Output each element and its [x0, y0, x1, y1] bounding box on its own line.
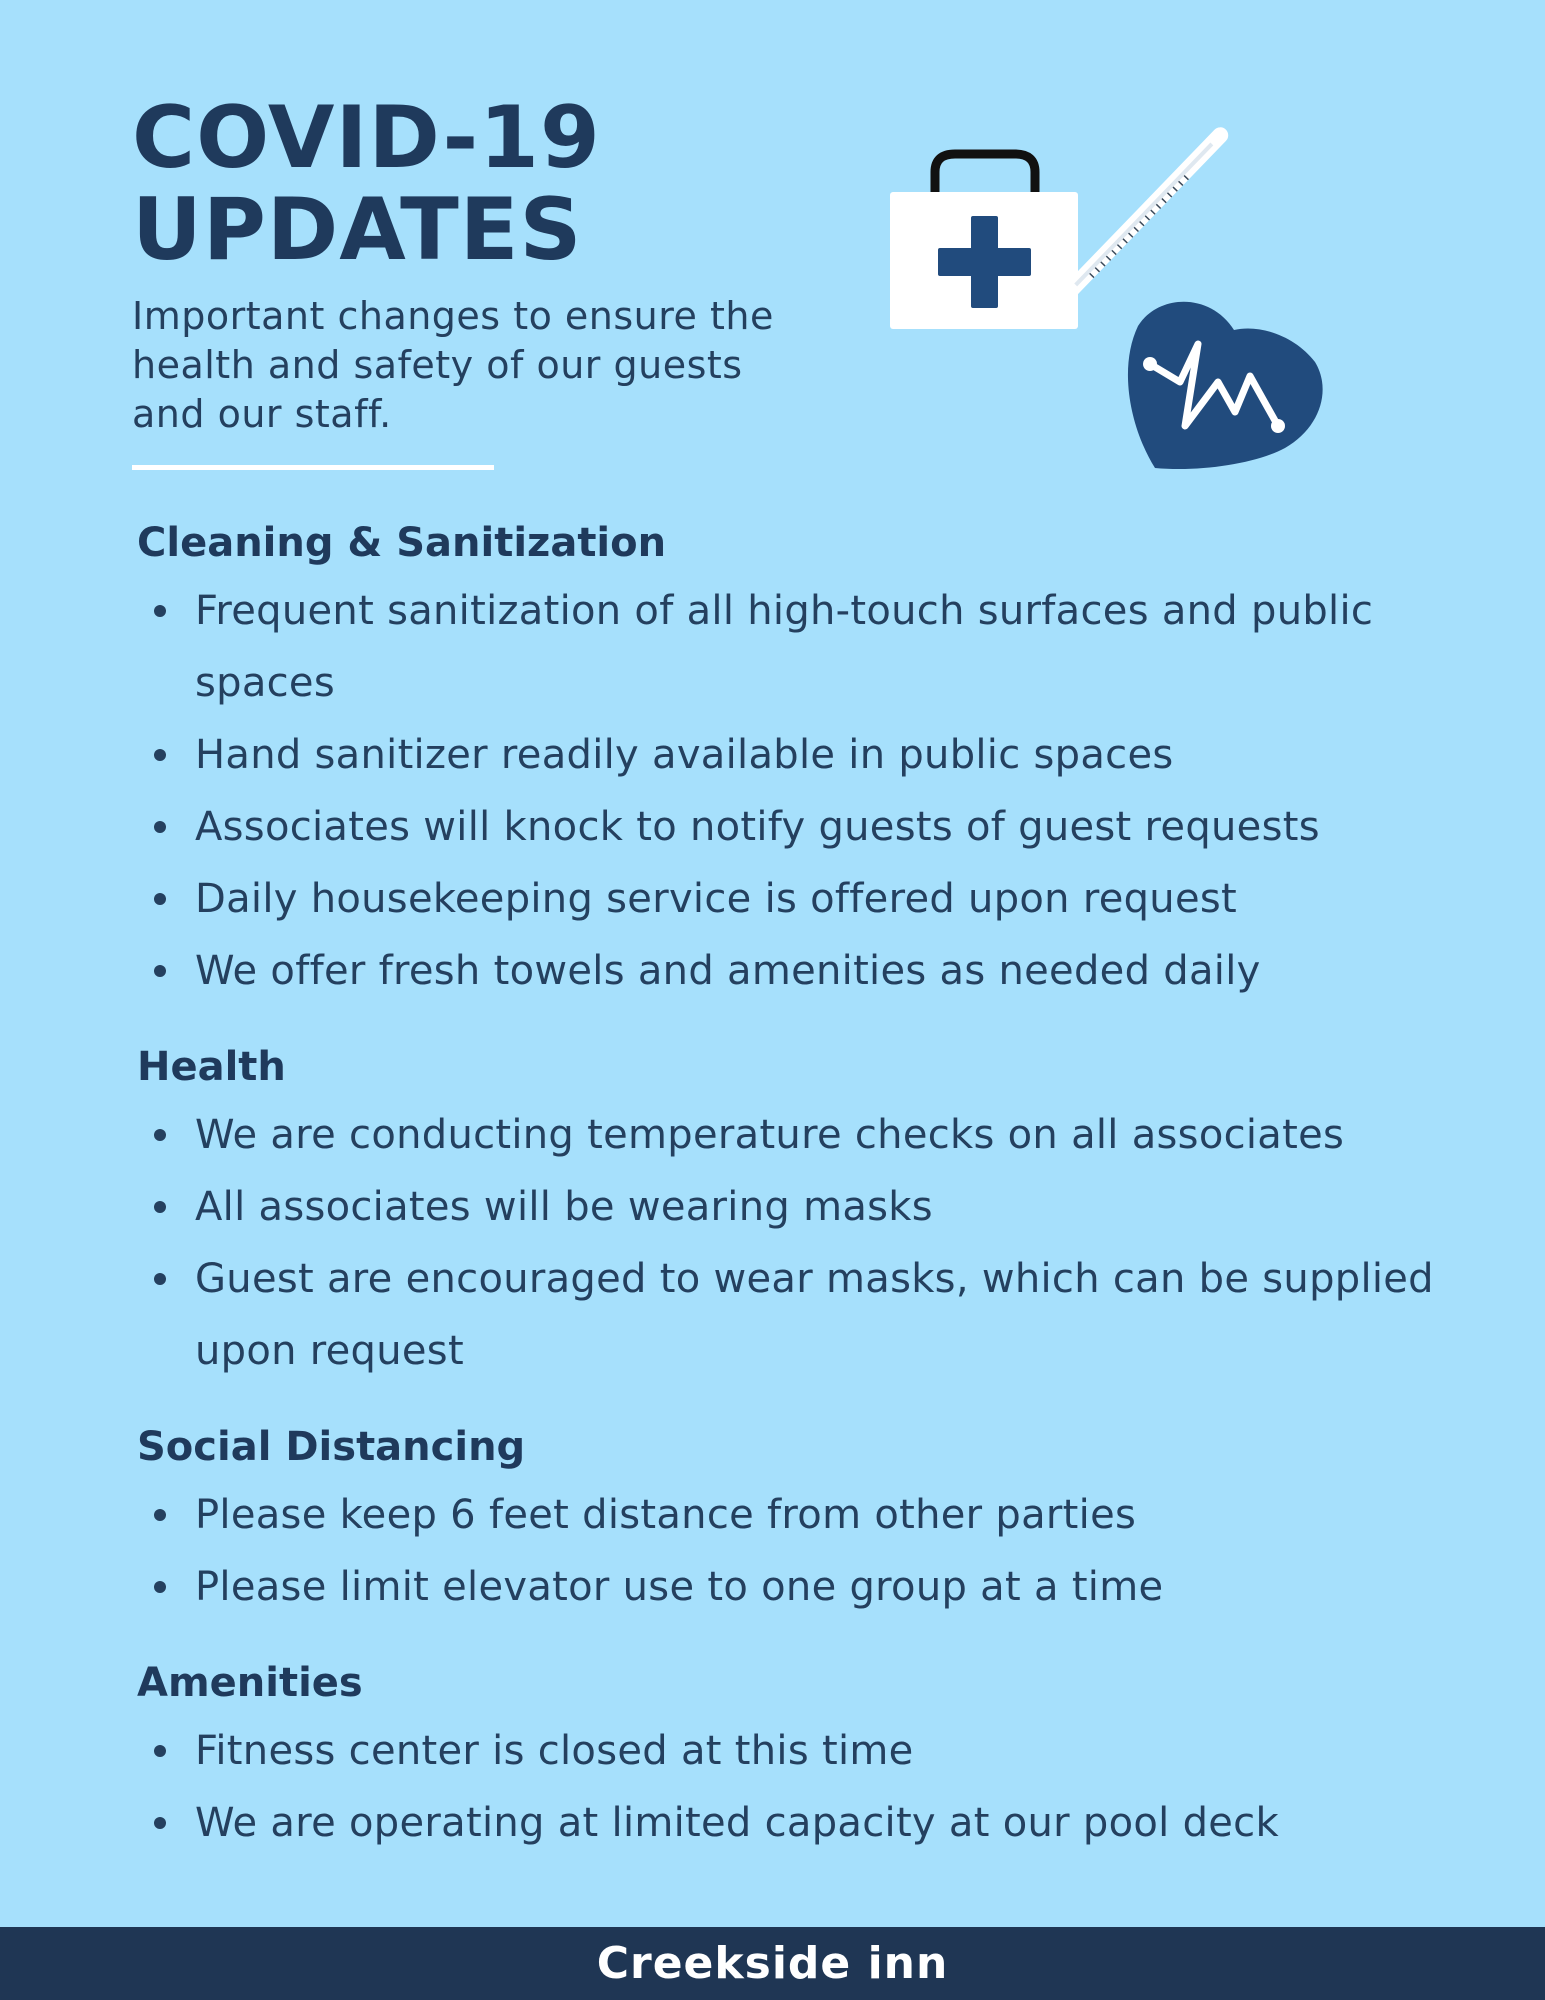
list-item-text: All associates will be wearing masks	[195, 1184, 933, 1230]
list-item	[137, 935, 1467, 1007]
bullet-list	[137, 1099, 1467, 1387]
bullet-list	[137, 575, 1467, 1007]
section-social-distancing	[137, 1419, 1467, 1623]
bullet-icon	[154, 821, 166, 833]
list-item-text: Please keep 6 feet distance from other parties	[195, 1492, 1137, 1538]
section-cleaning-sanitization	[137, 515, 1467, 1007]
list-item-text: Frequent sanitization of all high-touch surfaces and public spaces	[195, 588, 1374, 706]
health-illustration	[880, 108, 1440, 478]
list-item	[137, 1551, 1467, 1623]
heart-pulse-icon	[1128, 302, 1323, 469]
list-item	[137, 1479, 1467, 1551]
list-item-text: We offer fresh towels and amenities as needed daily	[195, 948, 1261, 994]
list-item	[137, 1787, 1467, 1859]
section-amenities	[137, 1655, 1467, 1859]
list-item-text: Daily housekeeping service is offered upon request	[195, 876, 1237, 922]
bullet-icon	[154, 605, 166, 617]
bullet-icon	[154, 1745, 166, 1757]
list-item	[137, 1099, 1467, 1171]
list-item-text: Fitness center is closed at this time	[195, 1728, 914, 1774]
subtitle: Important changes to ensure the health and safety of our guests and our staff.	[132, 294, 774, 436]
list-item	[137, 863, 1467, 935]
section-heading: Cleaning & Sanitization	[137, 520, 667, 566]
list-item	[137, 575, 1467, 719]
list-item-text: Associates will knock to notify guests of guest requests	[195, 804, 1320, 850]
section-health	[137, 1039, 1467, 1387]
bullet-icon	[154, 893, 166, 905]
list-item-text: We are operating at limited capacity at our pool deck	[195, 1800, 1279, 1846]
divider	[132, 465, 494, 470]
list-item	[137, 791, 1467, 863]
section-heading: Health	[137, 1044, 286, 1090]
list-item	[137, 719, 1467, 791]
title-line-1: COVID-19	[132, 88, 601, 188]
list-item	[137, 1715, 1467, 1787]
section-heading: Amenities	[137, 1660, 363, 1706]
bullet-icon	[154, 1509, 166, 1521]
list-item-text: Please limit elevator use to one group at a time	[195, 1564, 1164, 1610]
list-item	[137, 1243, 1467, 1387]
bullet-icon	[154, 1581, 166, 1593]
content	[137, 515, 1467, 1859]
list-item	[137, 1171, 1467, 1243]
section-heading: Social Distancing	[137, 1424, 526, 1470]
bullet-icon	[154, 1817, 166, 1829]
bullet-icon	[154, 1201, 166, 1213]
brand-name: Creekside inn	[596, 1938, 949, 1989]
list-item-text: Guest are encouraged to wear masks, which can be supplied upon request	[195, 1256, 1434, 1374]
bullet-icon	[154, 1129, 166, 1141]
bullet-icon	[154, 965, 166, 977]
first-aid-kit-icon	[890, 154, 1078, 329]
list-item-text: Hand sanitizer readily available in public spaces	[195, 732, 1174, 778]
list-item-text: We are conducting temperature checks on all associates	[195, 1112, 1345, 1158]
footer-bar	[0, 1927, 1545, 2000]
bullet-icon	[154, 749, 166, 761]
bullet-list	[137, 1715, 1467, 1859]
bullet-list	[137, 1479, 1467, 1623]
page-title	[132, 88, 601, 280]
title-line-2: UPDATES	[132, 180, 583, 280]
bullet-icon	[154, 1273, 166, 1285]
